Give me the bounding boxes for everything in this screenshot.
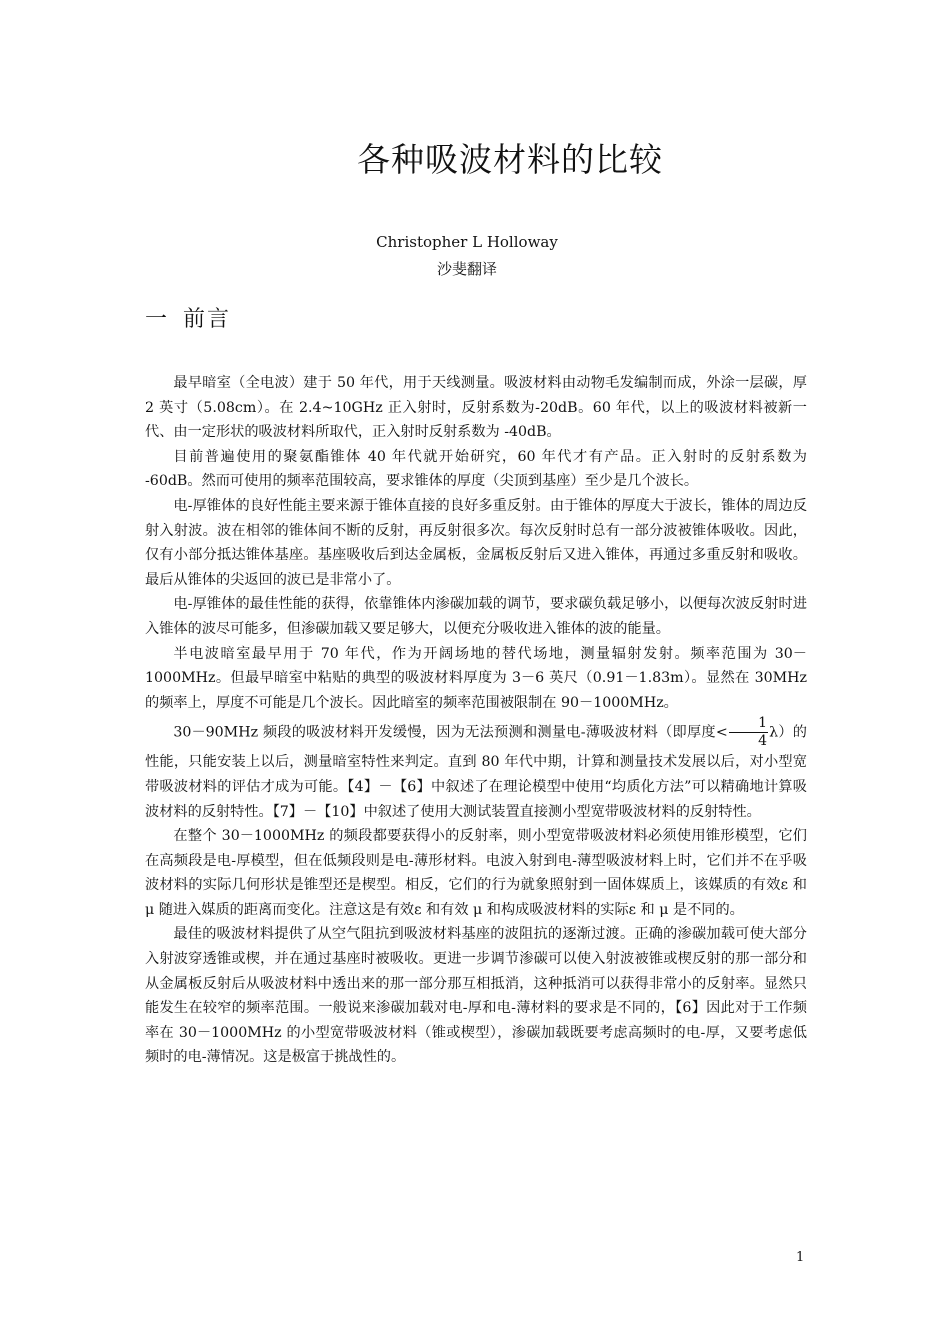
translator-credit: 沙斐翻译 <box>436 260 497 278</box>
fraction-denominator: 4 <box>758 733 768 750</box>
document-title: 各种吸波材料的比较 <box>357 140 663 179</box>
fraction-numerator: 1 <box>729 715 768 733</box>
paragraph-5: 半电波暗室最早用于 70 年代，作为开阔场地的替代场地，测量辐射发射。频率范围为 30－1000MHz。但最早暗室中粘贴的典型的吸波材料厚度为 3－6 英尺（0.91－1.83m）。显然在 30MHz 的频率上，厚度不可能是几个波长。因此暗室的频率范围被限制在 90－1000MHz。 <box>145 645 807 711</box>
paragraph-4: 电-厚锥体的最佳性能的获得，依靠锥体内渗碳加载的调节，要求碳负载足够小，以便每次波反射时进入锥体的波尽可能多，但渗碳加载又要足够大，以便充分吸收进入锥体的波的能量。 <box>145 596 807 637</box>
paragraph-6 <box>145 715 807 824</box>
author-name: Christopher L Holloway <box>376 233 558 251</box>
body-text <box>145 371 807 1070</box>
less-than-sign: < <box>715 724 728 741</box>
paragraph-1: 最早暗室（全电波）建于 50 年代，用于天线测量。吸波材料由动物毛发编制而成，外涂一层碳，厚 2 英寸（5.08cm）。在 2.4~10GHz 正入射时，反射系数为-20dB。60 年代，以上的吸波材料被新一代、由一定形状的吸波材料所取代，正入射时反射系数为 -40dB。 <box>145 375 807 441</box>
section-number: 一 <box>145 307 170 332</box>
paragraph-8: 最佳的吸波材料提供了从空气阻抗到吸波材料基座的波阻抗的逐渐过渡。正确的渗碳加载可使大部分入射波穿透锥或楔，并在通过基座时被吸收。更进一步调节渗碳可以使入射波被锥或楔反射的那一部分和从金属板反射后从吸波材料中透出来的那一部分那互相抵消，这种抵消可以获得非常小的反射率。显然只能发生在较窄的频率范围。一般说来渗碳加载对电-厚和电-薄材料的要求是不同的，【6】因此对于工作频率在 30－1000MHz 的小型宽带吸波材料（锥或楔型），渗碳加载既要考虑高频时的电-厚，又要考虑低频时的电-薄情况。这是极富于挑战性的。 <box>145 926 807 1066</box>
paragraph-3: 电-厚锥体的良好性能主要来源于锥体直接的良好多重反射。由于锥体的厚度大于波长，锥体的周边反射入射波。波在相邻的锥体间不断的反射，再反射很多次。每次反射时总有一部分波被锥体吸收。因此，仅有小部分抵达锥体基座。基座吸收后到达金属板，金属板反射后又进入锥体，再通过多重反射和吸收。最后从锥体的尖返回的波已是非常小了。 <box>145 497 807 588</box>
page-number: 1 <box>796 1250 805 1265</box>
section-title: 前言 <box>183 307 232 332</box>
paragraph-6-lead: 30－90MHz 频段的吸波材料开发缓慢，因为无法预测和测量电-薄吸波材料（即厚度 <box>173 724 716 741</box>
paragraph-2: 目前普遍使用的聚氨酯锥体 40 年代就开始研究，60 年代才有产品。正入射时的反射系数为 -60dB。然而可使用的频率范围较高，要求锥体的厚度（尖顶到基座）至少是几个波长。 <box>145 448 807 490</box>
paragraph-7: 在整个 30－1000MHz 的频段都要获得小的反射率，则小型宽带吸波材料必须使用锥形模型，它们在高频段是电-厚模型，但在低频段则是电-薄形材料。电波入射到电-薄型吸波材料上时，它们并不在乎吸波材料的实际几何形状是锥型还是楔型。相反，它们的行为就象照射到一固体媒质上，该媒质的有效ε 和 μ 随进入媒质的距离而变化。注意这是有效ε 和有效 μ 和构成吸波材料的实际ε 和 μ 是不同的。 <box>145 828 807 918</box>
lambda-symbol: λ <box>769 724 779 741</box>
quarter-fraction <box>729 715 768 750</box>
section-heading <box>145 302 231 333</box>
paragraph-6-tail: ）的性能，只能安装上以后，测量暗室特性来判定。直到 80 年代中期，计算和测量技术发展以后，对小型宽带吸波材料的评估才成为可能。【4】－【6】中叙述了在理论模型中使用“均质化方法”可以精确地计算吸波材料的反射特性。【7】－【10】中叙述了使用大测试装置直接测小型宽带吸波材料的反射特性。 <box>145 724 807 820</box>
